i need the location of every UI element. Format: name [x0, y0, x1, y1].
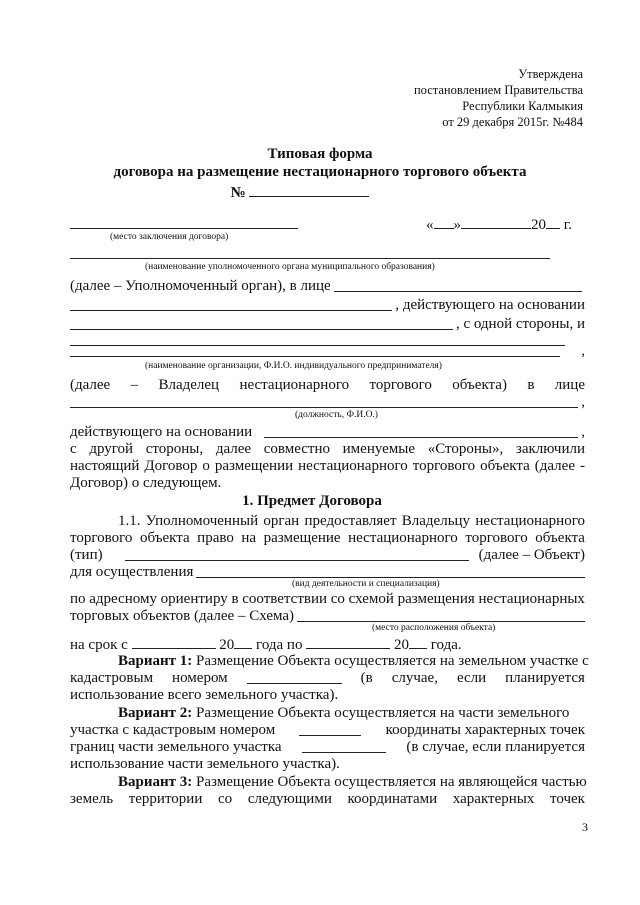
contract-number-field: [249, 182, 369, 197]
activity-caption: (вид деятельности и специализация): [292, 579, 440, 589]
approval-line: Утверждена: [518, 67, 583, 81]
variant-3-line-2: земель территории со следующими координатами характерных точек: [70, 791, 585, 807]
p1-line-3: (тип) (далее – Объект): [70, 547, 585, 563]
term-row: на срок с 20 года по 20 года.: [70, 634, 585, 654]
p1-line-2: торгового объекта право на размещение нестационарного торгового объекта: [70, 530, 585, 546]
variant-1-line-1: Вариант 1: Размещение Объекта осуществляется на земельном участке с: [118, 653, 589, 669]
approval-block: [414, 66, 583, 130]
parties-row-1: (далее – Уполномоченный орган), в лице: [70, 277, 585, 295]
location-caption: (место расположения объекта): [372, 623, 496, 633]
organ-field: [70, 258, 550, 259]
number-sign: №: [230, 185, 246, 201]
position-caption: (должность, Ф.И.О.): [295, 410, 378, 420]
variant-2-line-3: границ части земельного участка (в случае, если планируется: [70, 739, 585, 755]
form-subtitle: договора на размещение нестационарного торгового объекта: [113, 164, 527, 180]
organ-caption: (наименование уполномоченного органа муниципального образования): [145, 262, 435, 272]
basis-row: действующего на основании ,: [70, 424, 585, 440]
variant-1-line-2: кадастровым номером (в случае, если планируется: [70, 670, 585, 686]
owner-caption: (наименование организации, Ф.И.О. индивидуального предпринимателя): [145, 361, 442, 371]
p1-line-4: для осуществления: [70, 563, 585, 581]
para-line-3: Договор) о следующем.: [70, 475, 222, 491]
variant-2-line-1: Вариант 2: Размещение Объекта осуществляется на части земельного: [118, 705, 570, 721]
p1-line-5: по адресному ориентиру в соответствии со схемой размещения нестационарных: [70, 591, 585, 607]
contract-number: [0, 182, 620, 202]
variant-2-line-4: использование части земельного участка).: [70, 756, 340, 772]
parties-row-5: ,: [70, 342, 585, 360]
para-line-2: настоящий Договор о размещении нестационарного торгового объекта (далее -: [70, 458, 585, 474]
approval-line: Республики Калмыкия: [462, 99, 583, 113]
section-heading: 1. Предмет Договора: [242, 493, 382, 509]
place-caption: (место заключения договора): [110, 232, 229, 242]
parties-row-3: , с одной стороны, и: [70, 315, 585, 333]
position-row: ,: [70, 393, 585, 411]
date-block: « » 20 г.: [426, 214, 572, 234]
p1-line-6: торговых объектов (далее – Схема): [70, 607, 585, 625]
place-field: [70, 214, 298, 229]
approval-line: постановлением Правительства: [413, 83, 583, 97]
variant-2-line-2: участка с кадастровым номером координаты характерных точек: [70, 722, 585, 738]
para-line-1: с другой стороны, далее совместно именуемые «Стороны», заключили: [70, 441, 585, 457]
form-title: Типовая форма: [267, 146, 373, 162]
place-date-row: [70, 214, 585, 234]
approval-line: от 29 декабря 2015г. №484: [442, 115, 583, 129]
owner-row: (далее – Владелец нестационарного торгового объекта) в лице: [70, 377, 585, 393]
parties-row-2: , действующего на основании: [70, 296, 585, 314]
variant-1-line-3: использование всего земельного участка).: [70, 687, 339, 703]
variant-3-line-1: Вариант 3: Размещение Объекта осуществляется на являющейся частью: [118, 774, 587, 790]
page-number: 3: [582, 820, 588, 834]
p1-line-1: 1.1. Уполномоченный орган предоставляет Владельцу нестационарного: [118, 513, 585, 529]
